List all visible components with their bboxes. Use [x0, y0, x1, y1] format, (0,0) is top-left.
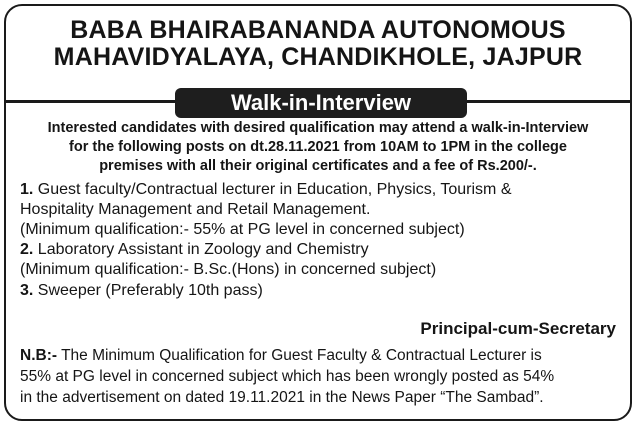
post-1-title [20, 180, 511, 200]
post-1-title-line2: Hospitality Management and Retail Management. [20, 201, 371, 218]
advertisement-frame [4, 4, 632, 421]
post-2-title [20, 240, 369, 260]
note-line-2: 55% at PG level in concerned subject which has been wrongly posted as 54% [20, 368, 555, 385]
post-2-qualification: (Minimum qualification:- B.Sc.(Hons) in concerned subject) [20, 261, 437, 278]
institution-name-line2: MAHAVIDYALAYA, CHANDIKHOLE, JAJPUR [53, 43, 583, 71]
post-2-title-line1: Laboratory Assistant in Zoology and Chemistry [37, 241, 369, 258]
post-3-title [20, 281, 263, 301]
post-1-qualification: (Minimum qualification:- 55% at PG level in concerned subject) [20, 221, 465, 238]
institution-name-line1: BABA BHAIRABANANDA AUTONOMOUS [70, 16, 566, 44]
post-3-title-line1: Sweeper (Preferably 10th pass) [37, 282, 263, 299]
intro-line-2: for the following posts on dt.28.11.2021 from 10AM to 1PM in the college [69, 139, 567, 155]
note-line-1 [20, 346, 542, 366]
intro-line-1: Interested candidates with desired qualification may attend a walk-in-Interview [47, 120, 589, 136]
walk-in-interview-banner: Walk-in-Interview [175, 88, 467, 118]
post-2-number: 2. [20, 241, 34, 258]
post-1-title-line1: Guest faculty/Contractual lecturer in Education, Physics, Tourism & [37, 181, 512, 198]
note-line-3: in the advertisement on dated 19.11.2021 in the News Paper “The Sambad”. [20, 389, 544, 406]
note-text-1: The Minimum Qualification for Guest Faculty & Contractual Lecturer is [61, 347, 542, 364]
post-1-number: 1. [20, 181, 34, 198]
intro-line-3: premises with all their original certificates and a fee of Rs.200/-. [99, 158, 537, 174]
signatory: Principal-cum-Secretary [420, 319, 616, 338]
post-3-number: 3. [20, 282, 34, 299]
note-label: N.B:- [20, 347, 58, 364]
